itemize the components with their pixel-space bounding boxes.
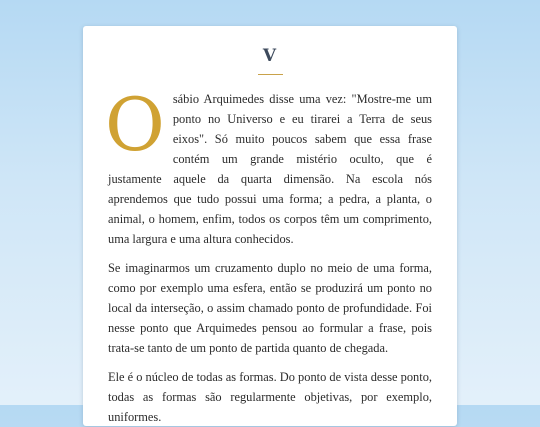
reader-page	[83, 26, 457, 426]
paragraph-1-text: sábio Arquimedes disse uma vez: "Mostre-me um ponto no Universo e eu tirarei a Terra de seus eixos". Só muito poucos sabem que essa frase contém um grande mistério oculto, que é justamente aquele da quarta dimensão. Na escola nós aprendemos que tudo possui uma forma; a pedra, a planta, o animal, o homem, enfim, todos os corpos têm um comprimento, uma largura e uma altura conhecidos.	[108, 92, 432, 246]
paragraph-1	[105, 83, 432, 249]
chapter-heading: V	[262, 46, 278, 66]
chapter-divider	[258, 74, 283, 75]
paragraph-2: Se imaginarmos um cruzamento duplo no meio de uma forma, como por exemplo uma esfera, então se produzirá um ponto no local da interseção, o assim chamado ponto de profundidade. Foi nesse ponto que Arquimedes pensou ao formular a frase, pois trata-se tanto de um ponto de partida quanto de chegada.	[108, 261, 432, 355]
chapter-body	[105, 83, 432, 427]
drop-cap: O	[105, 83, 165, 168]
paragraph-3: Ele é o núcleo de todas as formas. Do ponto de vista desse ponto, todas as formas são regularmente objetivas, por exemplo, uniformes.	[108, 370, 432, 424]
